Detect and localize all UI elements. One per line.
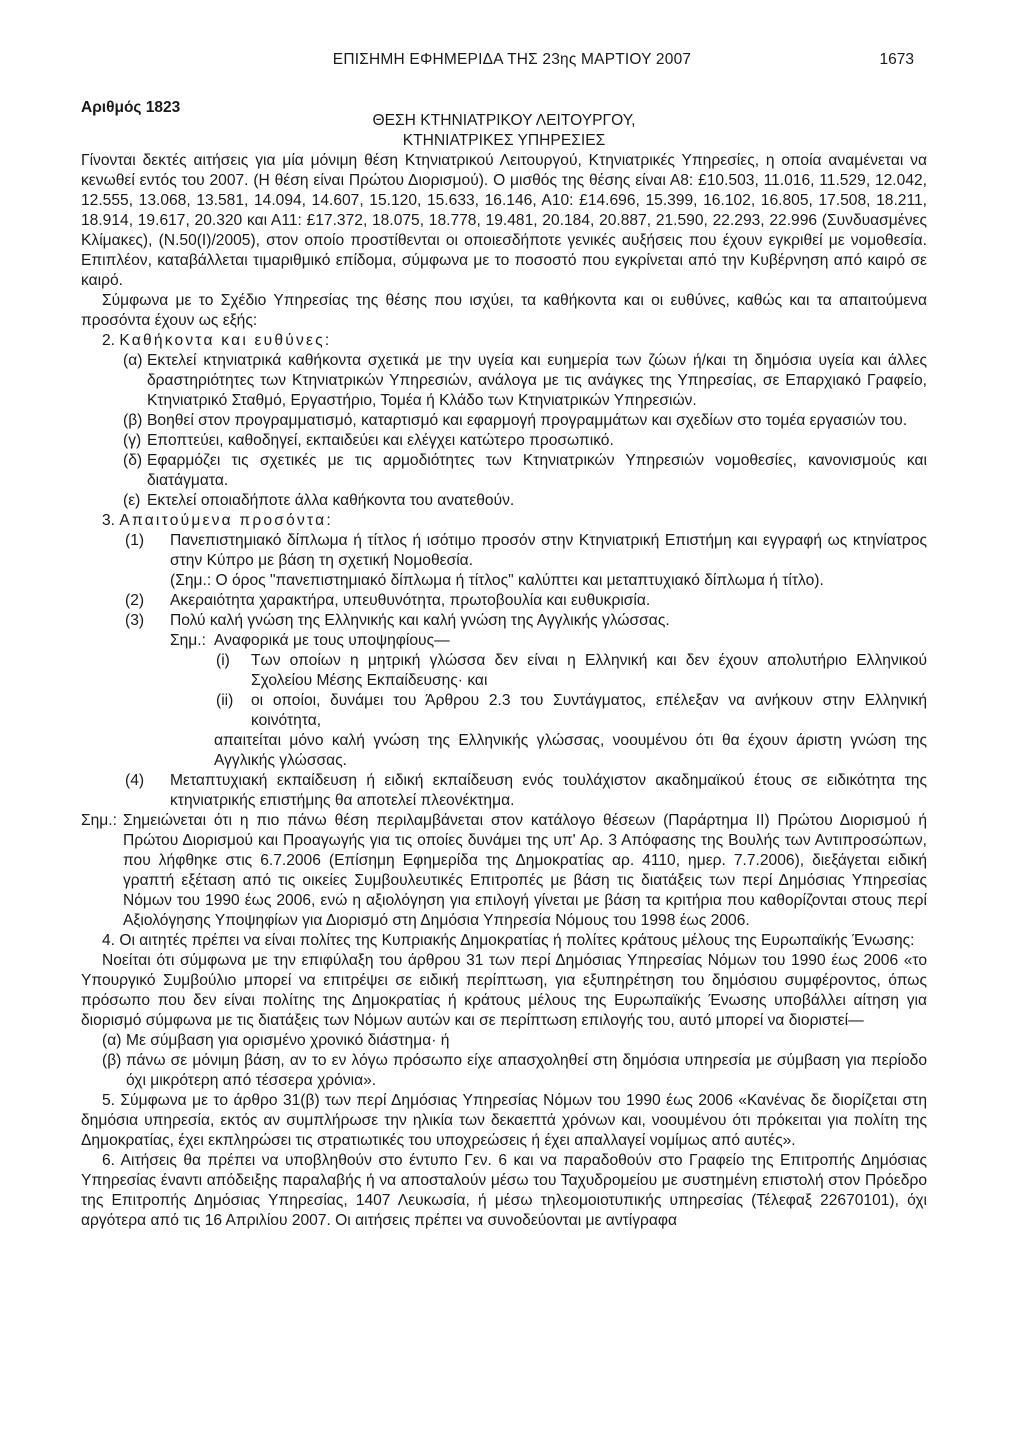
duty-label: (δ) (123, 452, 143, 469)
qualifications-note-text: Σημειώνεται ότι η πιο πάνω θέση περιλαμβάνεται στον κατάλογο θέσεων (Παράρτημα ΙΙ) Πρώτου Διορισμού ή Πρώτου Διορισμού και Προαγωγής για τις οποίες δυνάμει της υπ' Αρ. 3 Απόφασης της Βουλής των Αντιπροσώπων, που λήφθηκε στις 6.7.2006 (Επίσημη Εφημερίδα της Δημοκρατίας αρ. 4110, ημερ. 7.7.2006), διεξάγεται ειδική γραπτή εξέταση από τις οικείες Συμβουλευτικές Επιτροπές με βάση τις διατάξεις των περί Δημόσιας Υπηρεσίας Νόμων του 1990 έως 2006, ενώ η αξιολόγηση για επιλογή γίνεται με βάση τα κριτήρια που καθορίζονται στους περί Αξιολόγησης Υποψηφίων για Διορισμό στη Δημόσια Υπηρεσία Νόμους του 1998 έως 2006. (123, 812, 927, 929)
intro-paragraph: Γίνονται δεκτές αιτήσεις για μία μόνιμη θέση Κτηνιατρικού Λειτουργού, Κτηνιατρικές Υπηρεσίες, η οποία αναμένεται να κενωθεί εντός του 2007. (Η θέση είναι Πρώτου Διορισμού). Ο μισθός της θέσης είναι Α8: £10.503, 11.016, 11.529, 12.042, 12.555, 13.068, 13.581, 14.094, 14.607, 15.120, 15.633, 16.146, Α10: £14.696, 15.399, 16.102, 16.805, 17.508, 18.211, 18.914, 19.617, 20.320 και Α11: £17.372, 18.075, 18.778, 19.481, 20.184, 20.887, 21.590, 22.293, 22.996 (Συνδυασμένες Κλίμακες), (Ν.50(Ι)/2005), στον οποίο προστίθενται οι οποιεσδήποτε γενικές αυξήσεις που έχουν εγκριθεί με νομοθεσία. Επιπλέον, καταβάλλεται τιμαριθμικό επίδομα, σύμφωνα με το ποσοστό που εγκρίνεται από την Κυβέρνηση από καιρό σε καιρό. (81, 152, 927, 289)
citizenship-proviso: Νοείται ότι σύμφωνα με την επιφύλαξη του άρθρου 31 των περί Δημόσιας Υπηρεσίας Νόμων του 1990 έως 2006 «το Υπουργικό Συμβούλιο μπορεί να επιτρέψει σε ειδική περίπτωση, για εξυπηρέτηση του δημόσιου συμφέροντος, όπως πρόσωπο που δεν είναι πολίτης της Δημοκρατίας ή κράτους μέλους της Ευρωπαϊκής Ένωσης υποβάλλει αίτηση για διορισμό σύμφωνα με τις διατάξεις των Νόμων αυτών και σε περίπτωση επιλογής του, αυτό μπορεί να διοριστεί— (81, 952, 927, 1029)
military-paragraph: 5. Σύμφωνα με το άρθρο 31(β) των περί Δημόσιας Υπηρεσίας Νόμων του 1990 έως 2006 «Κανένας δε διορίζεται στη δημόσια υπηρεσία, εκτός αν συμπλήρωσε την ηλικία των δεκαεπτά χρόνων και, νοουμένου ότι πρόκειται για πολίτη της Δημοκρατίας, έχει εκπληρώσει τις στρατιωτικές του υποχρεώσεις ή έχει απαλλαγεί νομίμως από αυτές». (81, 1092, 927, 1149)
citizenship-item (102, 1031, 927, 1051)
citizenship-item-text: πάνω σε μόνιμη βάση, αν το εν λόγω πρόσωπο είχε απασχοληθεί στη δημόσια υπηρεσία με σύμβαση για περίοδο όχι μικρότερη από τέσσερα χρόνια». (126, 1052, 927, 1089)
applications-paragraph: 6. Αιτήσεις θα πρέπει να υποβληθούν στο έντυπο Γεν. 6 και να παραδοθούν στο Γραφείο της Επιτροπής Δημόσιας Υπηρεσίας έναντι απόδειξης παραλαβής ή να αποσταλούν μέσω του Ταχυδρομείου με συστημένη επιστολή στον Πρόεδρο της Επιτροπής Δημόσιας Υπηρεσίας, 1407 Λευκωσία, ή μέσω τηλεομοιοτυπικής υπηρεσίας (Τέλεφαξ 22670101), όχι αργότερα από τις 16 Απριλίου 2007. Οι αιτήσεις πρέπει να συνοδεύονται με αντίγραφα (81, 1152, 927, 1229)
duty-label: (ε) (123, 492, 141, 509)
duty-item (123, 351, 927, 411)
duties-heading (81, 331, 927, 351)
duty-item (123, 411, 927, 431)
qualifications-heading-text: Απαιτούμενα προσόντα: (119, 512, 333, 529)
duty-label: (β) (123, 412, 143, 429)
language-note-end: απαιτείται μόνο καλή γνώση της Ελληνικής γλώσσας, νοουμένου ότι θα έχουν άριστη γνώση της Αγγλικής γλώσσας. (214, 732, 927, 769)
language-note-text: Αναφορικά με τους υποψηφίους— (214, 632, 450, 649)
citizenship-item (102, 1051, 927, 1091)
notice-number: Αριθμός 1823 (81, 99, 181, 116)
qualification-label: (2) (125, 592, 145, 609)
page-number: 1673 (879, 51, 914, 68)
qualification-note: (Σημ.: Ο όρος "πανεπιστημιακό δίπλωμα ή τίτλος" καλύπτει και μεταπτυχιακό δίπλωμα ή τίτλο). (170, 572, 824, 589)
language-note-item-text: οι οποίοι, δυνάμει του Άρθρου 2.3 του Συντάγματος, επέλεξαν να ανήκουν στην Ελληνική κοινότητα, (251, 692, 927, 729)
duty-item (123, 451, 927, 491)
page-header (0, 50, 1024, 72)
qualification-label: (1) (125, 532, 145, 549)
qualification-item (125, 531, 927, 591)
language-note-item-label: (i) (216, 652, 230, 669)
citizenship-item-label: (α) (102, 1032, 122, 1049)
notice-title-line-2: ΚΤΗΝΙΑΤΡΙΚΕΣ ΥΠΗΡΕΣΙΕΣ (402, 132, 606, 149)
duties-heading-text: Καθήκοντα και ευθύνες: (119, 332, 332, 349)
notice-body (81, 111, 927, 1231)
notice-title-line-1: ΘΕΣΗ ΚΤΗΝΙΑΤΡΙΚΟΥ ΛΕΙΤΟΥΡΓΟΥ, (372, 112, 636, 129)
language-note-item (216, 691, 927, 731)
qualifications-note-label: Σημ.: (81, 812, 117, 829)
qualification-item (125, 591, 927, 611)
duty-text: Εκτελεί κτηνιατρικά καθήκοντα σχετικά με την υγεία και ευημερία των ζώων ή/και τη δημόσια υγεία και άλλες δραστηριότητες των Κτηνιατρικών Υπηρεσιών, ανάλογα με τις ανάγκες της Υπηρεσίας, σε Επαρχιακό Γραφείο, Κτηνιατρικό Σταθμό, Εργαστήριο, Τομέα ή Κλάδο των Κτηνιατρικών Υπηρεσιών. (147, 352, 927, 409)
language-note-item-label: (ii) (216, 692, 234, 709)
duty-item (123, 431, 927, 451)
language-note-item-text: Των οποίων η μητρική γλώσσα δεν είναι η Ελληνική και δεν έχουν απολυτήριο Ελληνικού Σχολείου Μέσης Εκπαίδευσης· και (251, 652, 927, 689)
citizenship-paragraph: 4. Οι αιτητές πρέπει να είναι πολίτες της Κυπριακής Δημοκρατίας ή πολίτες κράτους μέλους της Ευρωπαϊκής Ένωσης: (102, 932, 915, 949)
duty-label: (γ) (123, 432, 142, 449)
language-note-label: Σημ.: (170, 632, 206, 649)
duty-text: Εκτελεί οποιαδήποτε άλλα καθήκοντα του ανατεθούν. (147, 492, 515, 509)
duty-text: Βοηθεί στον προγραμματισμό, καταρτισμό και εφαρμογή προγραμμάτων και σχεδίων στο τομέα εργασιών του. (147, 412, 908, 429)
duty-item (123, 491, 927, 511)
qualification-text: Μεταπτυχιακή εκπαίδευση ή ειδική εκπαίδευση ενός τουλάχιστον ακαδημαϊκού έτους σε ειδικότητα της κτηνιατρικής επιστήμης θα αποτελεί πλεονέκτημα. (170, 772, 927, 809)
qualification-label: (3) (125, 612, 145, 629)
running-title: ΕΠΙΣΗΜΗ ΕΦΗΜΕΡΙΔΑ ΤΗΣ 23ης ΜΑΡΤΙΟΥ 2007 (332, 51, 692, 68)
qualifications-note (81, 811, 927, 931)
qualification-text: Πολύ καλή γνώση της Ελληνικής και καλή γνώση της Αγγλικής γλώσσας. (170, 612, 670, 629)
qualification-item (125, 611, 927, 771)
qualification-text: Ακεραιότητα χαρακτήρα, υπευθυνότητα, πρωτοβουλία και ευθυκρισία. (170, 592, 651, 609)
qualification-item (125, 771, 927, 811)
qualification-label: (4) (125, 772, 145, 789)
language-note-item (216, 651, 927, 691)
citizenship-item-text: Με σύμβαση για ορισμένο χρονικό διάστημα· ή (126, 1032, 450, 1049)
citizenship-item-label: (β) (102, 1052, 122, 1069)
qualifications-number: 3. (102, 512, 116, 529)
qualification-text: Πανεπιστημιακό δίπλωμα ή τίτλος ή ισότιμο προσόν στην Κτηνιατρική Επιστήμη και εγγραφή ως κτηνίατρος στην Κύπρο με βάση τη σχετική Νομοθεσία. (170, 532, 927, 569)
duty-label: (α) (123, 352, 143, 369)
duty-text: Εφαρμόζει τις σχετικές με τις αρμοδιότητες των Κτηνιατρικών Υπηρεσιών νομοθεσίες, κανονισμούς και διατάγματα. (147, 452, 927, 489)
duties-number: 2. (102, 332, 116, 349)
duty-text: Εποπτεύει, καθοδηγεί, εκπαιδεύει και ελέγχει κατώτερο προσωπικό. (147, 432, 614, 449)
qualifications-heading (81, 511, 927, 531)
scheme-paragraph: Σύμφωνα με το Σχέδιο Υπηρεσίας της θέσης που ισχύει, τα καθήκοντα και οι ευθύνες, καθώς και τα απαιτούμενα προσόντα έχουν ως εξής: (81, 292, 927, 329)
language-note (170, 631, 927, 731)
